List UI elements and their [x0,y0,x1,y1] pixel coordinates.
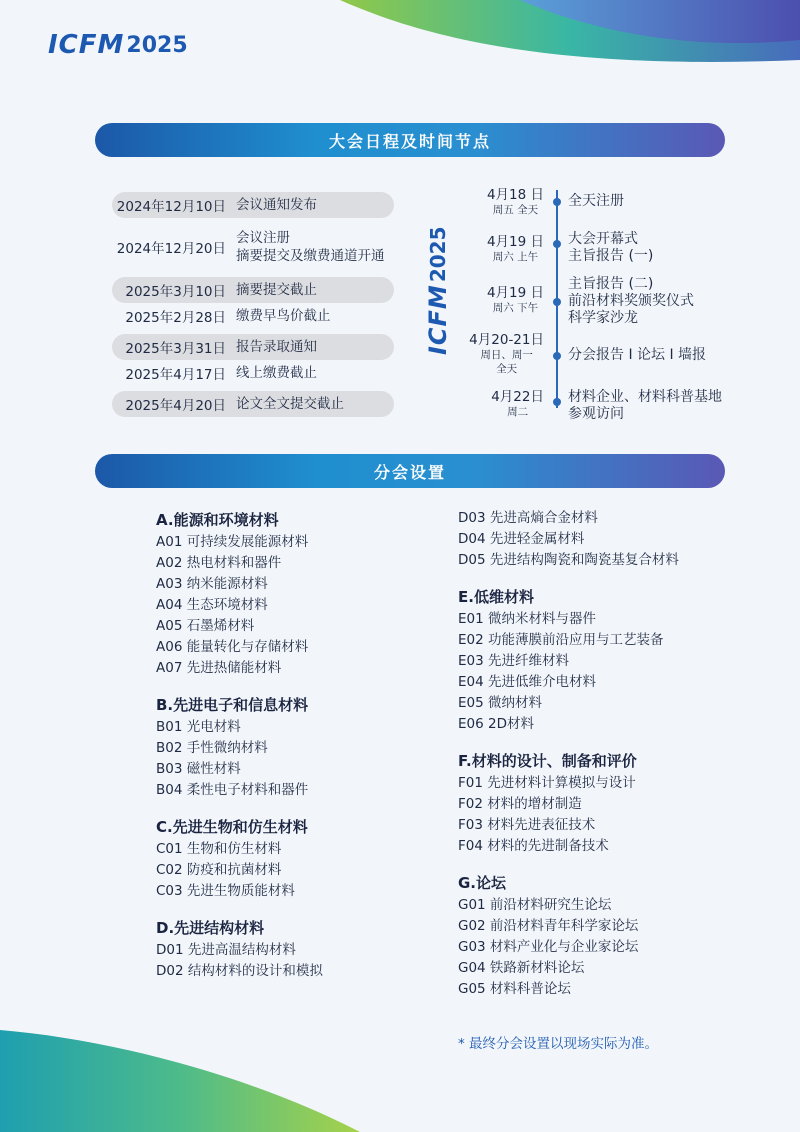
timeline-date-block [491,389,544,419]
sessions-note: * 最终分会设置以现场实际为准。 [458,1036,659,1052]
session-item: B01 光电材料 [156,719,241,735]
session-item: G03 材料产业化与企业家论坛 [458,939,639,955]
milestone-row [112,334,394,360]
sessions-column-left [156,508,456,996]
session-item: A02 热电材料和器件 [156,555,282,571]
timeline-date: 4月19 日 [486,234,544,250]
timeline-date: 4月20-21日 [469,332,544,348]
session-item: A01 可持续发展能源材料 [156,534,309,550]
session-group-title: D.先进结构材料 [156,919,265,937]
session-item: D01 先进高温结构材料 [156,942,296,958]
session-item: F04 材料的先进制备技术 [458,838,609,854]
session-item: E04 先进低维介电材料 [458,674,596,690]
session-item: F03 材料先进表征技术 [458,817,596,833]
milestone-date: 2025年3月31日 [125,341,226,357]
milestone-text: 报告录取通知 [236,339,317,355]
timeline-dot [553,352,561,360]
session-item: E06 2D材料 [458,716,534,732]
milestone-row [112,277,394,303]
session-item: G01 前沿材料研究生论坛 [458,897,612,913]
session-item: A04 生态环境材料 [156,597,268,613]
timeline-dot [553,240,561,248]
session-group [458,749,758,857]
session-item: E01 微纳米材料与器件 [458,611,596,627]
milestone-row [112,363,394,383]
session-item: A03 纳米能源材料 [156,576,268,592]
session-group [156,916,456,982]
timeline-date-block [487,187,544,217]
timeline-time: 周二 [507,406,529,418]
timeline-event: 主旨报告 (二) 前沿材料奖颁奖仪式 科学家沙龙 [568,276,694,326]
sessions-column-right [458,508,758,1014]
milestone-date: 2025年4月17日 [125,367,226,383]
session-item: G02 前沿材料青年科学家论坛 [458,918,639,934]
milestone-row [112,192,394,218]
timeline-dot [553,298,561,306]
milestone-text: 线上缴费截止 [236,365,317,381]
session-item: C01 生物和仿生材料 [156,841,282,857]
timeline-time: 周五 全天 [492,204,539,216]
milestone-date: 2024年12月10日 [116,199,226,215]
milestone-row [112,229,394,265]
vertical-logo-wordmark: ICFM [424,284,452,355]
milestone-date: 2025年2月28日 [125,310,226,326]
session-item: A05 石墨烯材料 [156,618,255,634]
timeline-event: 材料企业、材料科普基地 参观访问 [568,389,722,422]
timeline-event: 分会报告 I 论坛 I 墙报 [568,347,707,363]
timeline-date: 4月18 日 [486,187,544,203]
schedule-banner [95,123,725,157]
session-item: F01 先进材料计算模拟与设计 [458,775,636,791]
session-item: F02 材料的增材制造 [458,796,582,812]
session-group-title: E.低维材料 [458,588,534,606]
session-group-title: F.材料的设计、制备和评价 [458,752,637,770]
timeline-dot [553,198,561,206]
timeline-time: 周日、周一 全天 [480,349,533,375]
milestone-date: 2025年3月10日 [125,284,226,300]
session-group-continued [458,508,758,571]
timeline-date: 4月19 日 [486,285,544,301]
conference-logo [48,30,188,60]
timeline-event: 大会开幕式 主旨报告 (一) [568,231,654,264]
session-item: E03 先进纤维材料 [458,653,569,669]
session-group [458,871,758,1000]
logo-wordmark: ICFM [48,30,125,60]
session-item: B02 手性微纳材料 [156,740,268,756]
vertical-logo [424,227,452,356]
session-group [156,693,456,801]
session-group [156,815,456,902]
session-item: B03 磁性材料 [156,761,241,777]
milestone-date: 2024年12月20日 [116,241,226,257]
timeline-time: 周六 下午 [492,302,539,314]
session-item: G04 铁路新材料论坛 [458,960,585,976]
timeline-time: 周六 上午 [492,251,539,263]
sessions-title: 分会设置 [373,462,446,482]
timeline-date-block [487,234,544,264]
timeline-dot [553,398,561,406]
session-item: C03 先进生物质能材料 [156,883,295,899]
session-item: A06 能量转化与存储材料 [156,639,309,655]
session-item: D04 先进轻金属材料 [458,531,585,547]
sessions-banner [95,454,725,488]
session-item: D02 结构材料的设计和模拟 [156,963,323,979]
session-item: G05 材料科普论坛 [458,981,571,997]
session-item: B04 柔性电子材料和器件 [156,782,309,798]
session-item: D03 先进高熵合金材料 [458,510,598,526]
milestone-text: 会议注册 摘要提交及缴费通道开通 [236,230,385,264]
milestone-text: 缴费早鸟价截止 [236,308,331,324]
timeline-date-block [487,285,544,315]
session-group [156,508,456,679]
milestone-text: 论文全文提交截止 [236,396,344,412]
timeline-date: 4月22日 [491,389,544,405]
session-group-title: G.论坛 [458,874,507,892]
milestone-date: 2025年4月20日 [125,398,226,414]
session-item: C02 防疫和抗菌材料 [156,862,282,878]
session-group-title: C.先进生物和仿生材料 [156,818,308,836]
session-item: E05 微纳材料 [458,695,542,711]
session-item: D05 先进结构陶瓷和陶瓷基复合材料 [458,552,679,568]
milestone-text: 摘要提交截止 [236,282,317,298]
session-group-title: B.先进电子和信息材料 [156,696,309,714]
milestone-row [112,306,394,326]
session-group [458,585,758,735]
milestone-text: 会议通知发布 [236,197,317,213]
timeline-date-block [469,332,544,376]
session-group-title: A.能源和环境材料 [156,511,279,529]
milestone-row [112,391,394,417]
session-item: E02 功能薄膜前沿应用与工艺装备 [458,632,664,648]
logo-year: 2025 [126,32,188,58]
timeline-event: 全天注册 [568,193,624,209]
vertical-logo-year: 2025 [426,226,450,283]
schedule-title: 大会日程及时间节点 [328,131,491,151]
session-item: A07 先进热储能材料 [156,660,282,676]
